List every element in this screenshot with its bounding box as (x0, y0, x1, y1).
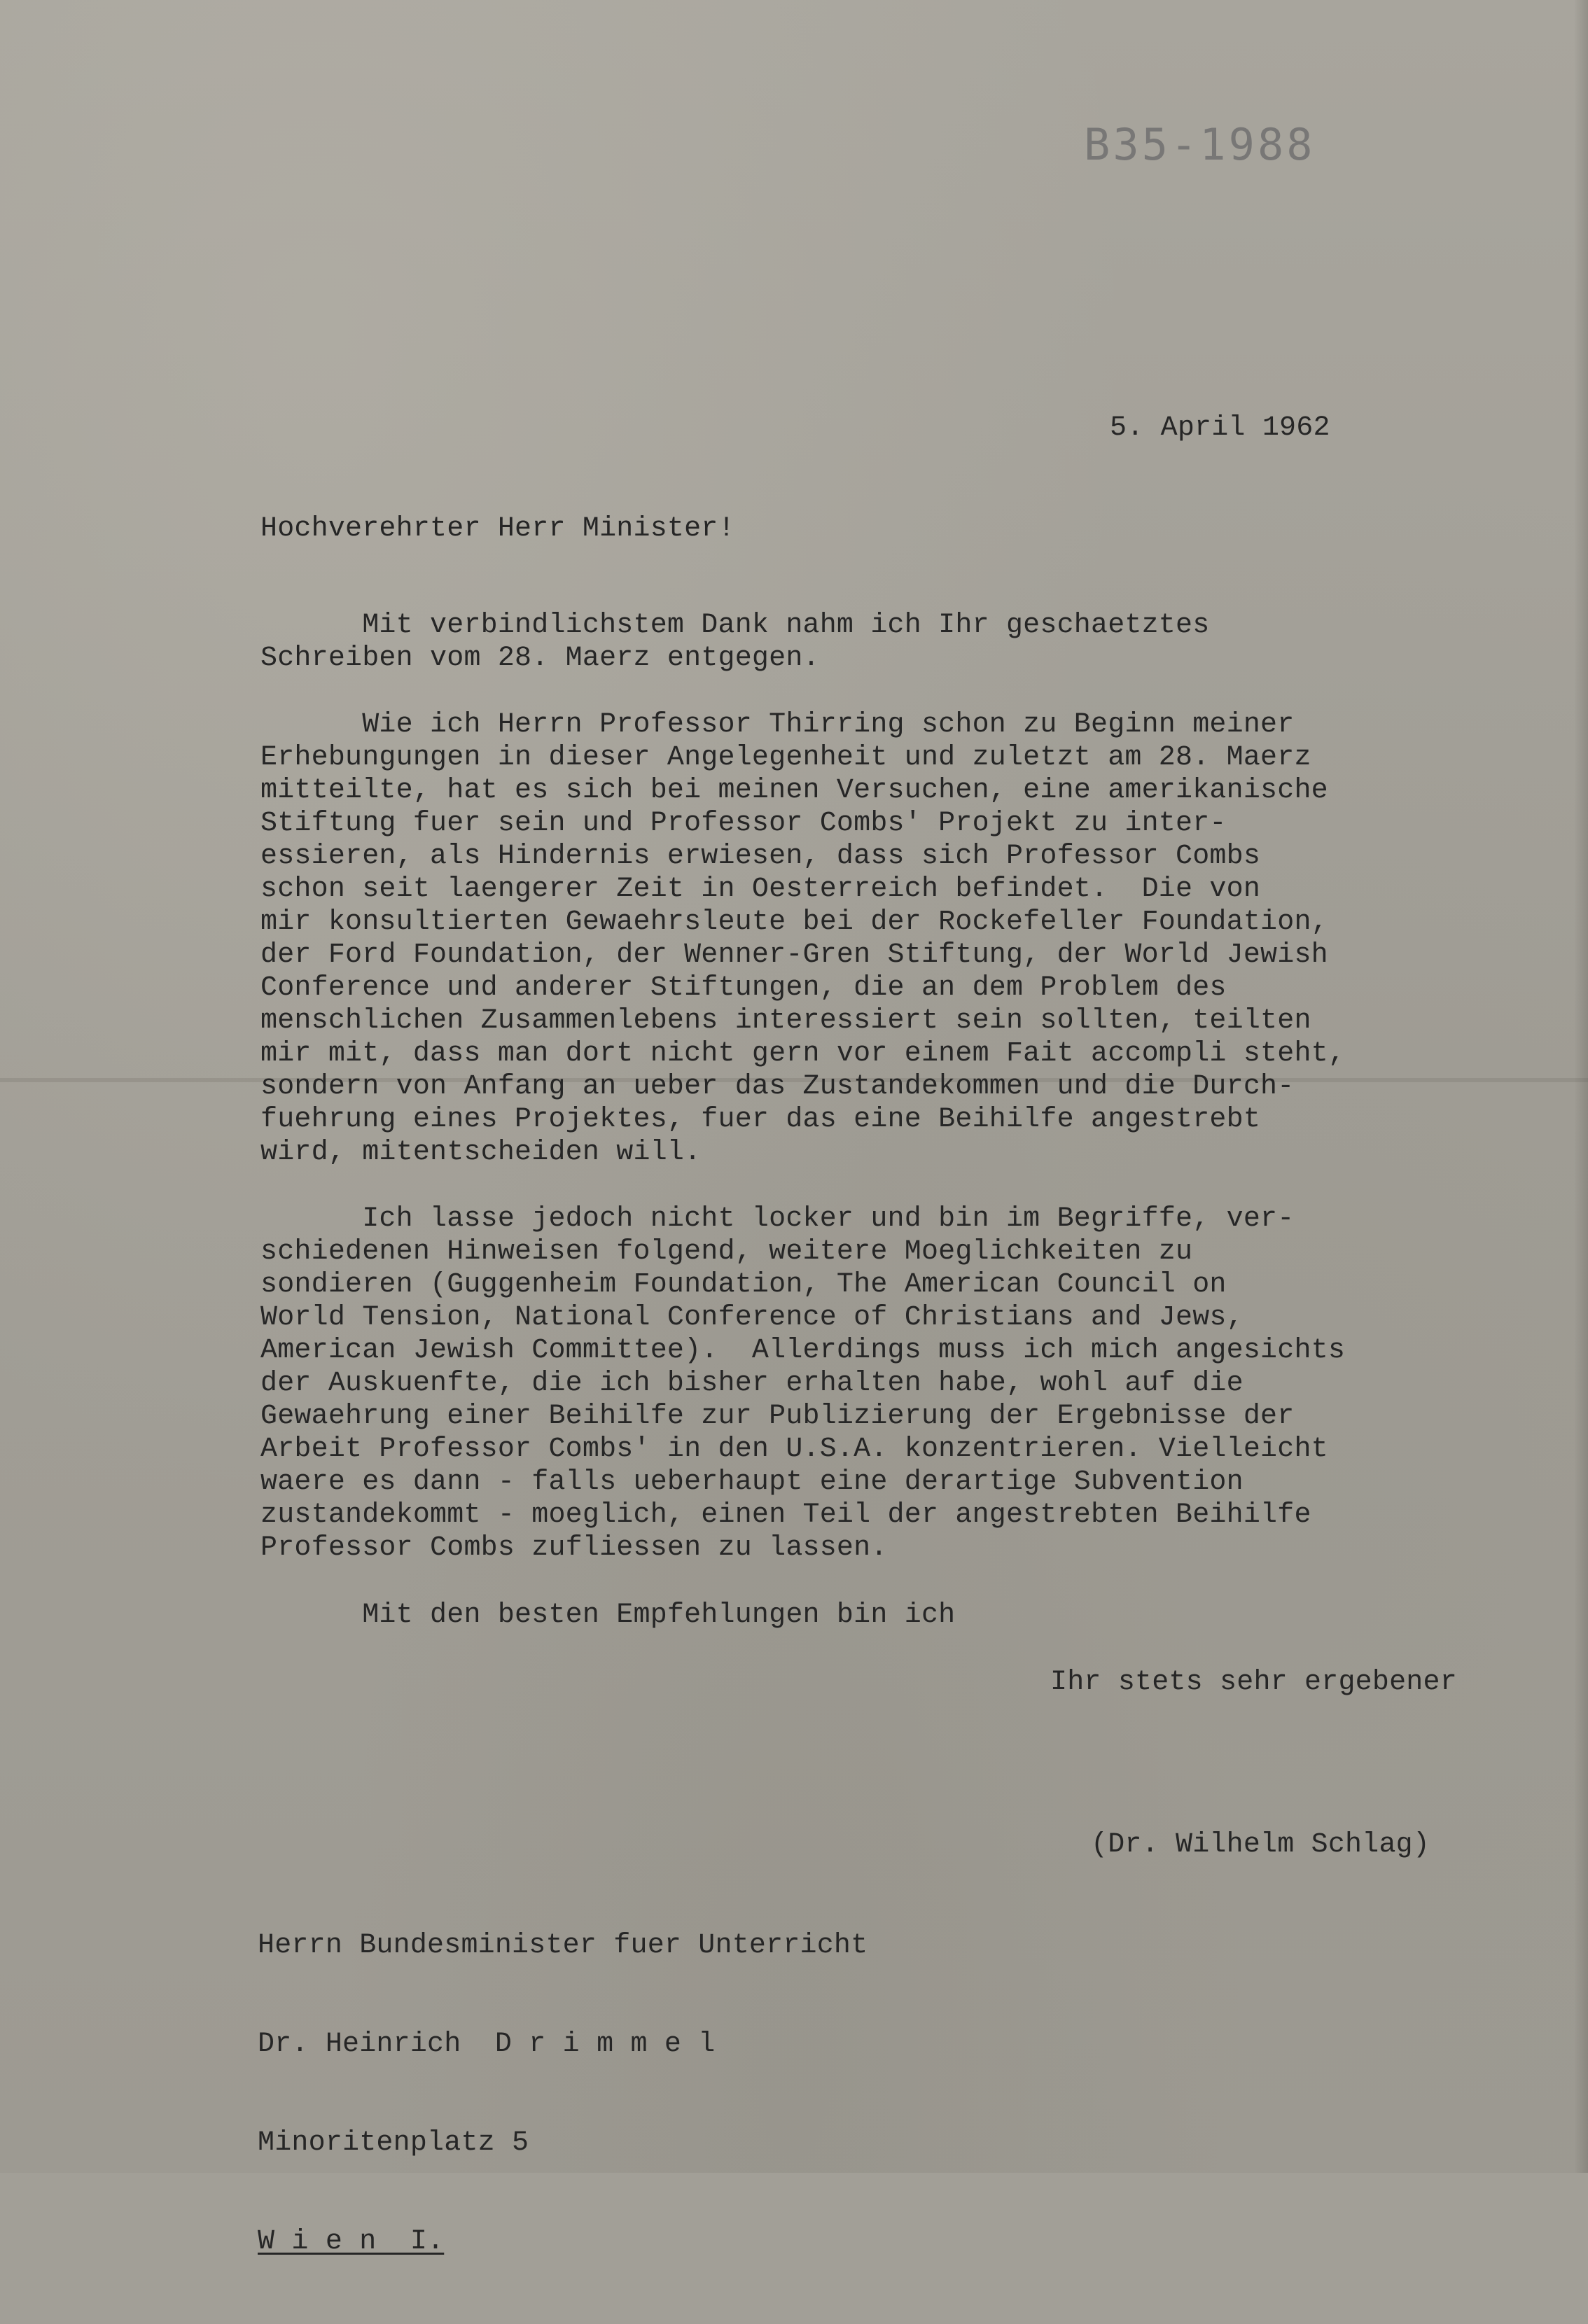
archive-number-stamp: B35-1988 (1084, 119, 1316, 170)
address-line-4: W i e n I. (258, 2226, 445, 2258)
recipient-address (258, 1863, 868, 2324)
address-line-2: Dr. Heinrich D r i m m e l (258, 2029, 716, 2060)
body-paragraph-3: Ich lasse jedoch nicht locker und bin im Begriffe, ver- schiedenen Hinweisen folgend, weitere Moeglichkeiten zu sondieren (Guggenheim Foundation, The American Council on World Tension, National Conference of Christians and Jews, American Jewish Committee). Allerdings muss ich mich angesichts der Auskuenfte, die ich bisher erhalten habe, wohl auf die Gewaehrung einer Beihilfe zur Publizierung der Ergebnisse der Arbeit Professor Combs' in den U.S.A. konzentrieren. Vielleicht waere es dann - falls ueberhaupt eine derartige Subvention zustandekommt - moeglich, einen Teil der angestrebten Beihilfe Professor Combs zufliessen zu lassen. (260, 1203, 1346, 1564)
closing-line: Mit den besten Empfehlungen bin ich (260, 1600, 956, 1631)
signature-name: (Dr. Wilhelm Schlag) (1091, 1829, 1430, 1861)
body-paragraph-2: Wie ich Herrn Professor Thirring schon zu Beginn meiner Erhebungungen in dieser Angelegenheit und zuletzt am 28. Maerz mitteilte, hat es sich bei meinen Versuchen, eine amerikanische Stiftung fuer sein und Professor Combs' Projekt zu inter- essieren, als Hindernis erwiesen, dass sich Professor Combs schon seit laengerer Zeit in Oesterreich befindet. Die von mir konsultierten Gewaehrsleute bei der Rockefeller Foundation, der Ford Foundation, der Wenner-Gren Stiftung, der World Jewish Conference und anderer Stiftungen, die an dem Problem des menschlichen Zusammenlebens interessiert sein sollten, teilten mir mit, dass man dort nicht gern vor einem Fait accompli steht, sondern von Anfang an ueber das Zustandekommen und die Durch- fuehrung eines Projektes, fuer das eine Beihilfe angestrebt wird, mitentscheiden will. (260, 709, 1346, 1168)
address-line-1: Herrn Bundesminister fuer Unterricht (258, 1930, 868, 1961)
address-line-3: Minoritenplatz 5 (258, 2127, 529, 2159)
valediction: Ihr stets sehr ergebener (1050, 1667, 1457, 1698)
letter-date: 5. April 1962 (1110, 412, 1330, 444)
salutation: Hochverehrter Herr Minister! (260, 513, 735, 545)
body-paragraph-1: Mit verbindlichstem Dank nahm ich Ihr geschaetztes Schreiben vom 28. Maerz entgegen. (260, 610, 1210, 674)
page-edge-shadow (1574, 0, 1588, 2173)
